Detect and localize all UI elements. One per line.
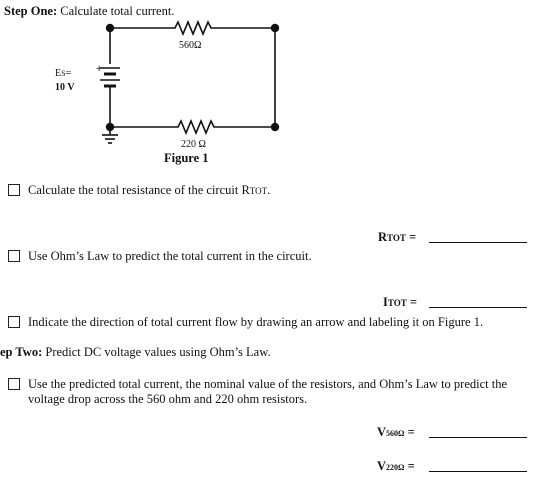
node-top-left <box>106 24 114 32</box>
battery-plus-sign: + <box>96 63 103 75</box>
figure-caption: Figure 1 <box>164 151 209 165</box>
source-value: 10 V <box>55 82 75 93</box>
task1-checkbox[interactable] <box>8 184 20 196</box>
rtot-label: RTOT = <box>378 230 417 244</box>
itot-label: ITOT = <box>383 295 417 309</box>
task4-checkbox[interactable] <box>8 378 20 390</box>
source-label: ES= <box>55 68 72 79</box>
task2-checkbox[interactable] <box>8 250 20 262</box>
task3-checkbox[interactable] <box>8 316 20 328</box>
task4-text-line1: Use the predicted total current, the nominal value of the resistors, and Ohm’s Law to predict the <box>28 377 508 391</box>
circuit-diagram <box>0 0 555 175</box>
node-bottom-left <box>106 123 114 131</box>
step-two-instruction: Predict DC voltage values using Ohm’s Law. <box>45 345 271 359</box>
step-two-heading: ep Two: <box>0 345 43 359</box>
node-bottom-right <box>271 123 279 131</box>
node-top-right <box>271 24 279 32</box>
v560-answer-line[interactable] <box>429 437 527 438</box>
task4-text-line2: voltage drop across the 560 ohm and 220 ohm resistors. <box>28 392 308 406</box>
step-one-instruction: Calculate total current. <box>60 4 175 18</box>
v560-label: V560Ω = <box>377 425 415 439</box>
v220-answer-line[interactable] <box>429 471 527 472</box>
resistor-560-label: 560Ω <box>179 40 202 51</box>
task1-text: Calculate the total resistance of the circuit RTOT. <box>28 183 271 197</box>
step-two-line <box>0 345 271 360</box>
task2-text: Use Ohm’s Law to predict the total current in the circuit. <box>28 249 312 263</box>
v220-label: V220Ω = <box>377 459 415 473</box>
step-one-heading: Step One: <box>4 4 58 18</box>
itot-answer-line[interactable] <box>429 307 527 308</box>
rtot-answer-line[interactable] <box>429 242 527 243</box>
task3-text: Indicate the direction of total current flow by drawing an arrow and labeling it on Figure 1. <box>28 315 484 329</box>
resistor-220-label: 220 Ω <box>181 139 206 150</box>
